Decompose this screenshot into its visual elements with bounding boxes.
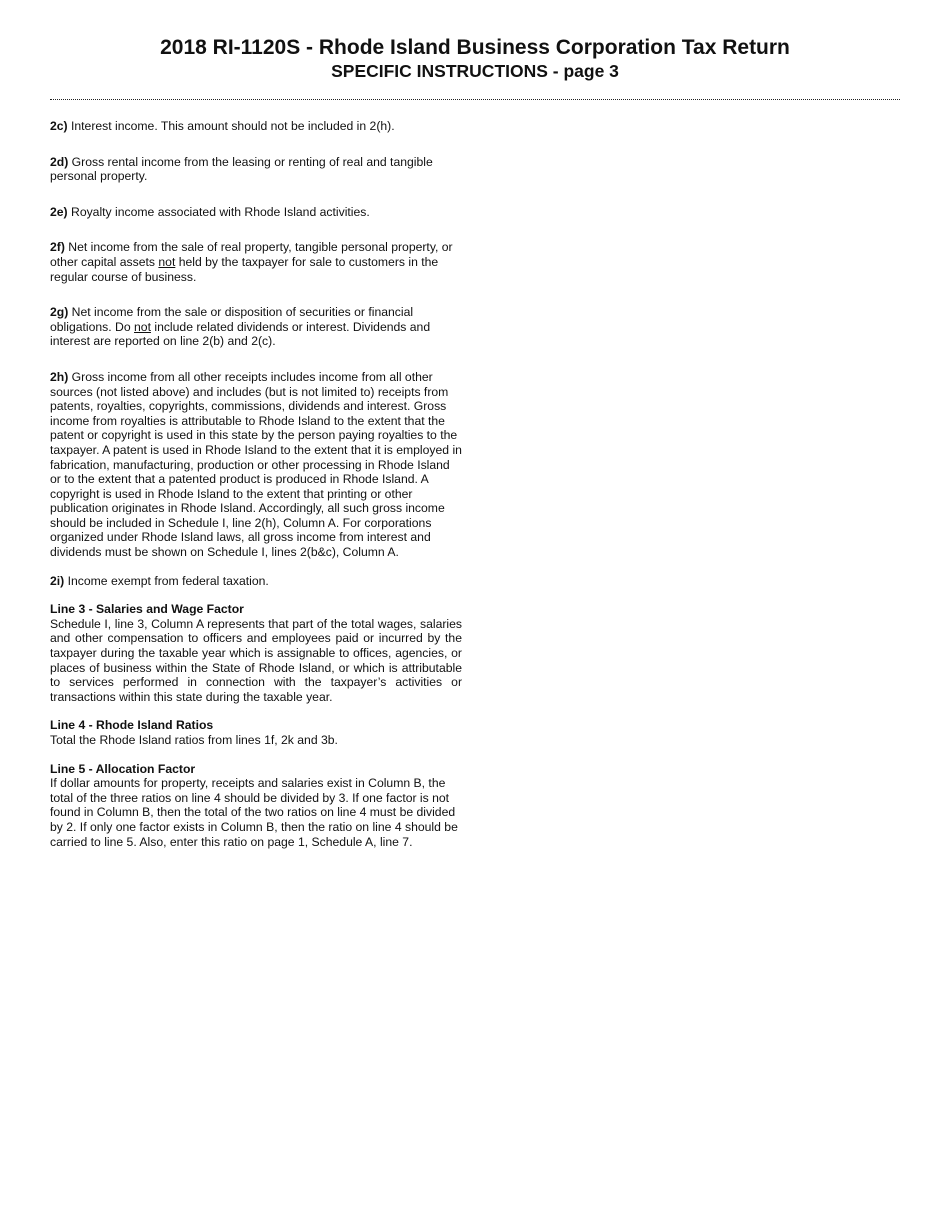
item-2c-text: Interest income. This amount should not be included in 2(h). bbox=[67, 119, 395, 133]
item-2g-text-after: include related dividends or interest. Dividends and interest are reported on line 2(b) and 2(c). bbox=[50, 319, 431, 349]
section-line-4-text: Total the Rhode Island ratios from lines 1f, 2k and 3b. bbox=[50, 733, 338, 747]
page-title: 2018 RI-1120S - Rhode Island Business Corporation Tax Return bbox=[160, 36, 790, 59]
item-2c bbox=[50, 119, 462, 134]
item-2h bbox=[50, 370, 462, 560]
section-line-3-text: Schedule I, line 3, Column A represents that part of the total wages, salaries and other compensation to officers and employees paid or incurred by the taxpayer during the taxable year which is assignable to offices, agencies, or places of business within the State of Rhode Island, or which is attributable to services performed in connection with the taxpayer’s activities or transactions within this state during the taxable year. bbox=[50, 616, 462, 704]
section-line-3 bbox=[50, 602, 462, 704]
item-2f-text-after: held by the taxpayer for sale to customers in the regular course of business. bbox=[50, 254, 439, 284]
item-2e-label: 2e) bbox=[50, 204, 68, 219]
item-2h-text: Gross income from all other receipts includes income from all other sources (not listed above) and includes (but is not limited to) receipts from patents, royalties, copyrights, commissions, dividends and interest. Gross income from royalties is attributable to Rhode Island to the extent that the patent or copyright is used in this state by the person paying royalties to the taxpayer. A patent is used in Rhode Island to the extent that it is employed in fabrication, manufacturing, production or other processing in Rhode Island or to the extent that a patented product is produced in Rhode Island. A copyright is used in Rhode Island to the extent that printing or other publication originates in Rhode Island. Accordingly, all such gross income should be included in Schedule I, line 2(h), Column A. For corporations organized under Rhode Island laws, all gross income from interest and dividends must be shown on Schedule I, lines 2(b&c), Column A. bbox=[50, 369, 462, 560]
item-2e-text: Royalty income associated with Rhode Island activities. bbox=[67, 204, 370, 219]
item-2f-emphasis: not bbox=[158, 254, 176, 269]
section-line-4 bbox=[50, 718, 462, 747]
instructions-column bbox=[50, 119, 462, 870]
item-2f-label: 2f) bbox=[50, 240, 65, 255]
item-2c-label: 2c) bbox=[50, 119, 68, 133]
item-2d bbox=[50, 155, 462, 184]
item-2f-text-before: Net income from the sale of real property, tangible personal property, or other capital assets bbox=[50, 240, 453, 269]
item-2i-label: 2i) bbox=[50, 573, 65, 588]
section-line-5 bbox=[50, 762, 462, 850]
item-2g-emphasis: not bbox=[134, 319, 151, 334]
item-2h-label: 2h) bbox=[50, 369, 69, 384]
item-2i-text: Income exempt from federal taxation. bbox=[64, 573, 269, 588]
section-line-3-heading: Line 3 - Salaries and Wage Factor bbox=[50, 602, 244, 617]
section-line-4-heading: Line 4 - Rhode Island Ratios bbox=[50, 718, 214, 733]
item-2i bbox=[50, 574, 462, 589]
item-2f bbox=[50, 240, 462, 284]
item-2g-label: 2g) bbox=[50, 305, 69, 320]
item-2d-label: 2d) bbox=[50, 154, 69, 169]
page-subtitle: SPECIFIC INSTRUCTIONS - page 3 bbox=[331, 61, 619, 81]
item-2e bbox=[50, 205, 462, 220]
item-2g bbox=[50, 305, 462, 349]
page-header bbox=[0, 35, 950, 82]
header-divider bbox=[50, 99, 900, 100]
section-line-5-text: If dollar amounts for property, receipts and salaries exist in Column B, the total of the three ratios on line 4 should be divided by 3. If one factor is not found in Column B, then the total of the two ratios on line 4 must be divided by 2. If only one factor exists in Column B, then the ratio on line 4 should be carried to line 5. Also, enter this ratio on page 1, Schedule A, line 7. bbox=[50, 776, 458, 849]
item-2d-text: Gross rental income from the leasing or renting of real and tangible personal property. bbox=[50, 154, 433, 184]
item-2g-text-before: Net income from the sale or disposition of securities or financial obligations. Do bbox=[50, 305, 414, 334]
section-line-5-heading: Line 5 - Allocation Factor bbox=[50, 761, 196, 776]
